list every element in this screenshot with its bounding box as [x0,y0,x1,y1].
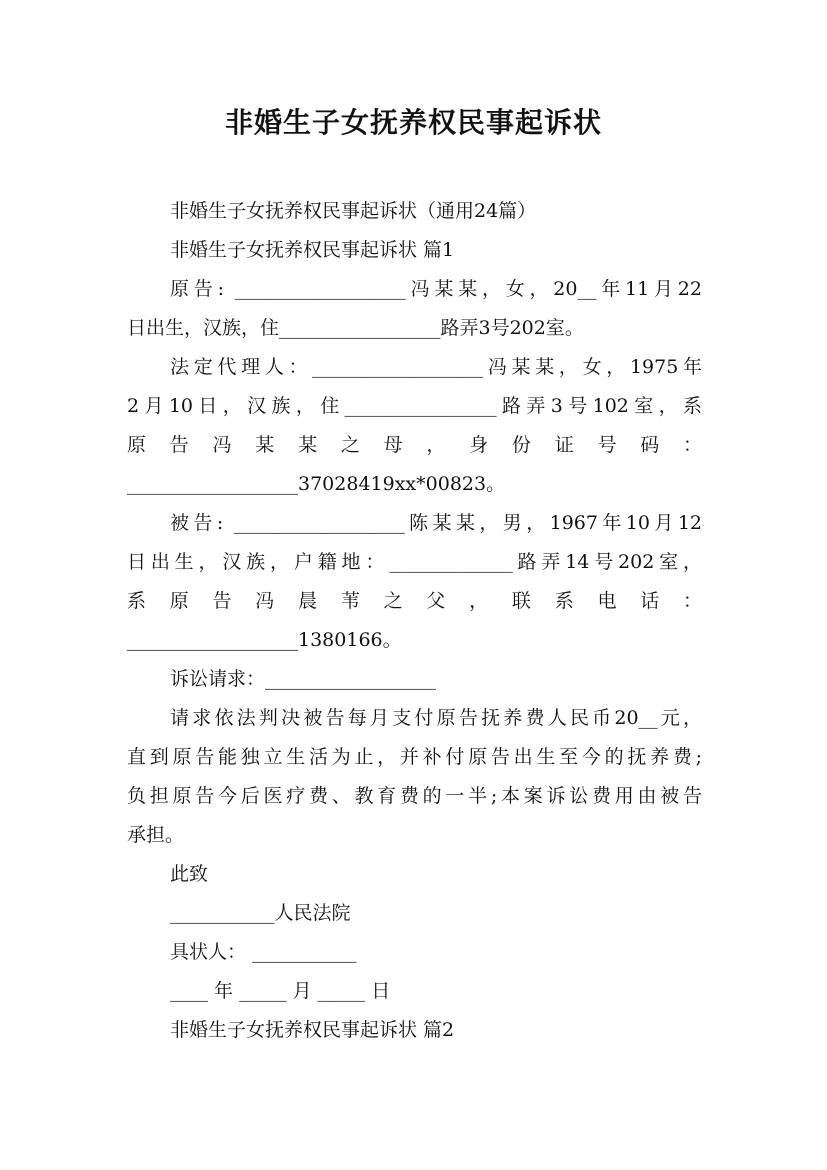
date-line: ____ 年 _____ 月 _____ 日 [170,980,391,1002]
defendant-phone-line: __________________1380166。 [127,629,402,651]
claims-line: 直到原告能独立生活为止，并补付原告出生至今的抚养费; [127,746,702,768]
court-line: ___________人民法院 [170,902,351,924]
guardian-relation-line: 原 告 冯 某 某 之 母 ， 身 份 证 号 码 ： [127,434,702,456]
claims-line: 承担。 [127,824,185,846]
salutation-line: 此致 [170,863,209,885]
plaintiff-line: 原告: __________________冯某某，女，20__年11月22 [170,278,702,300]
guardian-line: 法定代理人：__________________冯某某，女，1975年 [170,356,702,378]
defendant-line: 被告: __________________陈某某，男，1967年10月12 [170,512,702,534]
defendant-relation-line: 系 原 告 冯 晨 苇 之 父 ， 联 系 电 话 ： [127,590,702,612]
signer-line: 具状人： ___________ [170,941,357,963]
guardian-id-line: __________________37028419xx*00823。 [127,473,506,495]
claims-heading: 诉讼请求：__________________ [170,668,437,690]
subtitle-line: 非婚生子女抚养权民事起诉状（通用24篇） [170,200,537,222]
claims-line: 负担原告今后医疗费、教育费的一半;本案诉讼费用由被告 [127,785,702,807]
defendant-address-line: 日出生，汉族，户籍地：_____________路弄14号202室， [127,551,702,573]
plaintiff-address-line: 日出生，汉族，住_________________路弄3号202室。 [127,317,584,339]
section-heading: 非婚生子女抚养权民事起诉状 篇2 [170,1019,455,1041]
section-heading: 非婚生子女抚养权民事起诉状 篇1 [170,239,455,261]
claims-line: 请求依法判决被告每月支付原告抚养费人民币20__元， [170,707,702,729]
guardian-address-line: 2月10日，汉族，住________________路弄3号102室，系 [127,395,702,417]
document-title: 非婚生子女抚养权民事起诉状 [224,106,602,139]
